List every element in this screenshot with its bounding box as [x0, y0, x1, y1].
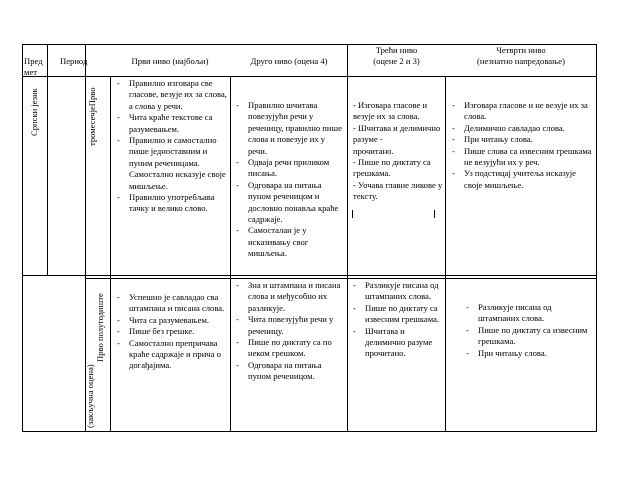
- header-subject: Предмет: [24, 56, 43, 77]
- rule-v5: [347, 44, 348, 432]
- rule-mark-b: [434, 210, 435, 218]
- rule-left: [22, 44, 23, 432]
- list-item: - Пише без грешке.: [117, 326, 227, 337]
- rule-v4: [230, 76, 231, 431]
- list-item: - Шчитава и делимично разуме -: [353, 122, 441, 145]
- header-level4: Четврти ниво (незнатно напредовање): [477, 45, 565, 66]
- row2-level1-cell: [117, 292, 227, 372]
- header-level3: Трећи ниво (оцене 2 и 3): [373, 45, 420, 66]
- list-item: - Уз подстицај учитеља исказује своје мишљење.: [452, 168, 592, 191]
- rule-row2-top: [85, 278, 596, 279]
- rule-right: [596, 44, 597, 432]
- list-item: - Одваја речи приликом писања.: [236, 157, 344, 180]
- list-item: - Изговара гласове и везује их за слова.: [353, 100, 428, 122]
- list-item: - Одговара на питања пуном реченицом и дословно понавља краће садржаје.: [236, 180, 344, 226]
- list-item: - Зна и штампана и писана слова и међусобно их разликује.: [236, 280, 344, 314]
- list-item: - Правилно шчитава повезујући речи у реченицу, правилно пише слова и повезује их у речи.: [236, 100, 344, 157]
- rule-v3: [110, 76, 111, 431]
- list-item: - Шчитава и делимично разуме прочитано.: [353, 326, 443, 360]
- row1-level2-cell: [236, 100, 344, 260]
- list-item: - Пише слова са извесним грешкама не везујући их у реч.: [452, 146, 592, 169]
- row1-subject: Српски језик: [29, 88, 39, 136]
- row2-level2-cell: [236, 280, 344, 383]
- row2-period-note: (закључна оцена): [85, 364, 95, 428]
- list-item: - Пише по диктату са извесним грешкама.: [353, 303, 443, 326]
- header-level2: Друго ниво (оцена 4): [250, 56, 328, 66]
- list-item: - Разликује писана од штампаних слова.: [353, 280, 443, 303]
- rule-bottom: [22, 431, 596, 432]
- row2-level3-cell: [353, 280, 443, 360]
- list-item: - Самостално препричава краће садржаје и прича о догађајима.: [117, 338, 227, 372]
- list-item: - Правилно употребљава тачку и велико слово.: [117, 192, 227, 215]
- list-item: - Уочава главне ликове у тексту.: [353, 179, 443, 202]
- list-item: - Правилно и самостално пише једноставним и пуним реченицама. Самостално исказује своје мишљење.: [117, 135, 227, 192]
- list-item: - Успешно је савладао сва штампана и писана слова.: [117, 292, 227, 315]
- row1-level3-cell: [353, 100, 443, 203]
- list-item: - Изговара гласове и не везује их за слова.: [452, 100, 592, 123]
- list-item: - Самосталан је у исказивању свог мишљења.: [236, 225, 344, 259]
- list-item: - Одговара на питања пуном реченицом.: [236, 360, 344, 383]
- list-item: - При читању слова.: [452, 134, 592, 145]
- rule-v1: [47, 44, 48, 276]
- list-item: - Чита повезујући речи у реченицу.: [236, 314, 344, 337]
- rule-v6: [445, 76, 446, 431]
- rule-header-bottom: [22, 76, 596, 77]
- row1-period: тромесечјеПрво: [87, 87, 97, 146]
- row1-level1-cell: [117, 78, 227, 215]
- list-item: - Чита краће текстове са разумевањем.: [117, 112, 227, 135]
- list-item: - Разликује писана од штампаних слова.: [466, 302, 594, 325]
- row1-level4-cell: [452, 100, 592, 191]
- list-item: - Чита са разумевањем.: [117, 315, 227, 326]
- list-item: - Правилно изговара све гласове, везује их за слова, а слова у речи.: [117, 78, 227, 112]
- row2-period: Прво полугодиште: [95, 293, 105, 362]
- list-item: - Пише по диктату са извесним грешкама.: [466, 325, 594, 348]
- header-level1: Први ниво (најбољи): [131, 56, 209, 66]
- list-item: - При читању слова.: [466, 348, 594, 359]
- row2-level4-cell: [466, 302, 594, 359]
- rule-row1-bottom: [22, 275, 596, 276]
- list-item: - Пише по диктату са грешкама.: [353, 157, 431, 179]
- list-item: - Пише по диктату са по неком грешком.: [236, 337, 344, 360]
- rule-mark-a: [352, 210, 353, 218]
- list-item: - Делимично савладао слова.: [452, 123, 592, 134]
- list-item: прочитано.: [353, 145, 394, 156]
- header-period: Период: [60, 56, 88, 66]
